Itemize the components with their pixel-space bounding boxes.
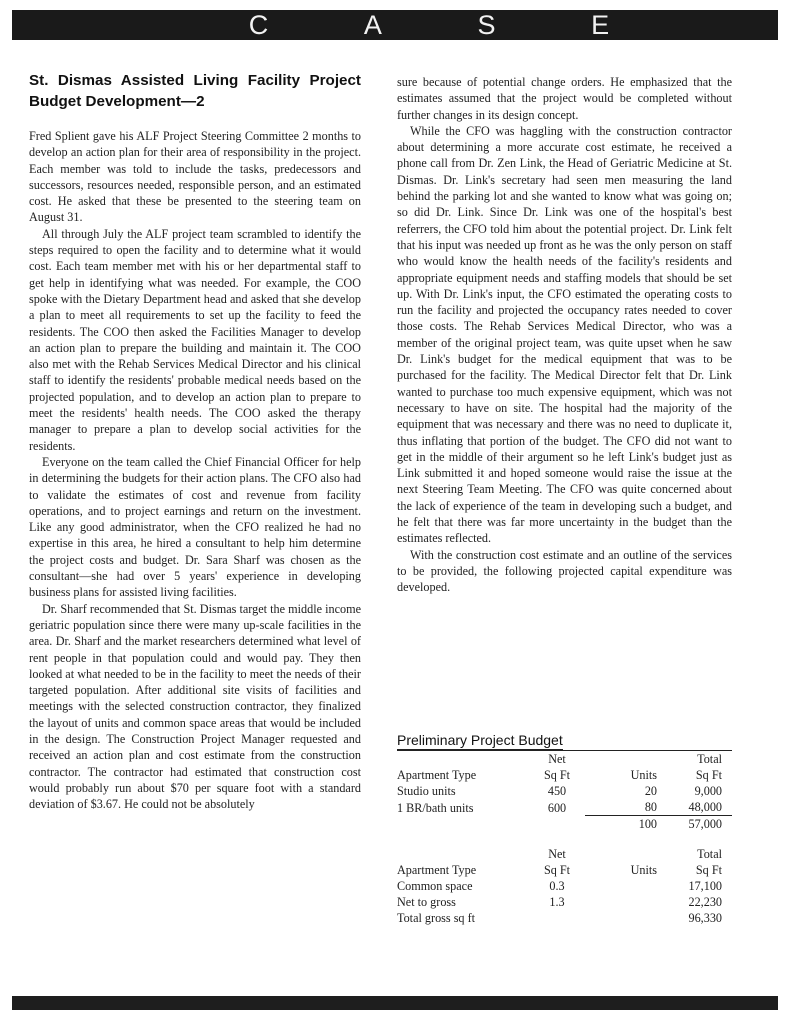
- table-cell: 450: [547, 784, 567, 798]
- footer-bar: [12, 996, 778, 1010]
- table-cell: Studio units: [397, 784, 456, 798]
- table-cell: 1 BR/bath units: [397, 800, 474, 815]
- table-spacer: [397, 832, 732, 846]
- paragraph: All through July the ALF project team scrambled to identify the steps required to open the facility and to determine what it would cost. Each team member met with his or her departmental staff to get help in identifying what was needed. For example, the COO spoke with the Dietary Department head and asked that she develop a plan to meet all requirements to set up the facility to feed the residents. The COO then asked the Facilities Manager to develop an action plan to prepare the building and maintain it. The COO also met with the Rehab Services Medical Director and his clinical staff to identify the residents' probable medical needs based on the projected population, and to develop an action plan to prepare to meet the residents' health needs. The COO asked the therapy manager to prepare a plan to develop social activities for the residents.: [29, 226, 361, 453]
- table-cell: [397, 816, 529, 833]
- table-cell: 17,100: [688, 879, 722, 893]
- table-cell: Net: [548, 752, 566, 766]
- table-cell: [397, 846, 529, 862]
- table-header-row: [397, 751, 732, 767]
- table-row: [397, 894, 732, 910]
- paragraph: With the construction cost estimate and an outline of the services to be provided, the following projected capital expenditure was developed.: [397, 547, 732, 595]
- table-cell: Sq Ft: [543, 863, 571, 877]
- table-cell: Sq Ft: [695, 863, 722, 877]
- left-column: [29, 70, 361, 812]
- table-cell: 9,000: [694, 784, 722, 798]
- table-cell: Sq Ft: [543, 768, 571, 782]
- table-cell: 600: [547, 800, 567, 815]
- table-header-row: [397, 767, 732, 783]
- table-cell: 1.3: [549, 895, 565, 909]
- table-cell: [585, 846, 667, 862]
- budget-table-space: [397, 846, 732, 926]
- banner-letter: E: [591, 10, 612, 40]
- banner-letter: C: [248, 10, 271, 40]
- paragraph: Everyone on the team called the Chief Financial Officer for help in determining the budgets for their action plans. The CFO also had to validate the estimates of cost and revenue from facility operations, and to project earnings and return on the investment. Like any good administrator, when the CFO realized he had no expertise in this area, he hired a consultant to help him determine the project costs and budget. Dr. Sara Sharf was chosen as the consultant—she had over 5 years' experience in developing business plans for assisted living facilities.: [29, 454, 361, 600]
- table-cell: 20: [644, 784, 657, 798]
- table-header-row: [397, 846, 732, 862]
- table-cell: 0.3: [549, 879, 565, 893]
- table-cell: Net: [548, 847, 566, 861]
- table-cell: [397, 751, 529, 767]
- table-cell: Total: [697, 752, 722, 766]
- table-row: [397, 783, 732, 799]
- table-cell: Net to gross: [397, 895, 456, 909]
- paragraph: sure because of potential change orders. He emphasized that the estimates assumed that the project would be completed without further changes in its design concept.: [397, 75, 732, 122]
- case-title: St. Dismas Assisted Living Facility Project Budget Development—2: [29, 72, 361, 110]
- table-cell: Units: [630, 863, 657, 877]
- budget-heading: Preliminary Project Budget: [397, 732, 563, 748]
- table-cell: 48,000: [688, 800, 722, 814]
- table-cell: [585, 878, 667, 894]
- table-row: [397, 910, 732, 926]
- table-total-row: [397, 816, 732, 833]
- banner-letter: A: [363, 10, 384, 40]
- budget-section: [397, 732, 732, 926]
- table-header-row: [397, 862, 732, 878]
- table-cell: Units: [630, 768, 657, 782]
- table-cell: [529, 910, 585, 926]
- table-cell: Total: [697, 847, 722, 861]
- budget-table-units: [397, 751, 732, 846]
- table-cell: [585, 910, 667, 926]
- table-cell: [585, 751, 667, 767]
- table-cell: [585, 894, 667, 910]
- right-column: [397, 74, 732, 596]
- table-row: [397, 878, 732, 894]
- table-cell: 22,230: [688, 895, 722, 909]
- table-cell: Apartment Type: [397, 768, 477, 782]
- paragraph: Dr. Sharf recommended that St. Dismas target the middle income geriatric population since there were many up-scale facilities in the area. Dr. Sharf and the market researchers determined what level of rent people in that population could and would pay. They then looked at what needed to be in the facility to meet the needs of their targeted population. After additional site visits of facilities and meetings with the selected construction contractor, they finalized the layout of units and common space areas that would be included in the design. The Construction Project Manager requested and received an action plan and cost estimate from the construction contractor. The contractor had estimated that construction cost would probably run about $70 per square foot with a standard deviation of $3.67. He could not be absolutely: [29, 601, 361, 812]
- table-cell: 96,330: [688, 911, 722, 925]
- table-cell: Sq Ft: [695, 768, 722, 782]
- table-cell: 100: [585, 816, 667, 833]
- table-cell: Apartment Type: [397, 863, 477, 877]
- table-cell: 80: [644, 800, 657, 814]
- table-row: [397, 799, 732, 816]
- table-cell: Common space: [397, 879, 473, 893]
- table-cell: Total gross sq ft: [397, 911, 476, 925]
- case-banner: [12, 10, 778, 40]
- paragraph: Fred Splient gave his ALF Project Steering Committee 2 months to develop an action plan for their area of responsibility in the project. Each member was told to include the tasks, predecessors and successors, resources needed, responsible person, and an estimated cost. He asked that these be presented to the steering team on August 31.: [29, 129, 361, 225]
- paragraph: While the CFO was haggling with the construction contractor about determining a more accurate cost estimate, he received a phone call from Dr. Zen Link, the Head of Geriatric Medicine at St. Dismas. Dr. Link's secretary had seen men measuring the land behind the parking lot and she wanted to know what was going on; so did Dr. Link. Since Dr. Link was one of the hospital's best referrers, the CFO told him about the potential project. Dr. Link felt that his input was needed up front as he was the only person on staff who would know the health needs of the facility's residents and appropriate equipment needs and staffing models that should be set up. With Dr. Link's input, the CFO estimated the operating costs to run the facility and projected the occupancy rates needed to cover those costs. The Rehab Services Medical Director, who was a member of the original project team, was quite upset when he saw Dr. Link's budget for the medical equipment that was to be purchased for the facility. The Medical Director felt that Dr. Link wanted to purchase too much expensive equipment, which was not necessary to have on site. The hospital had the majority of the equipment that was necessary and there was no need to duplicate it, thus inflating that portion of the budget. The CFO did not want to get in the middle of their argument so he left Link's budget just as Link submitted it and hoped someone would raise the issue at the next Steering Team Meeting. The CFO was quite concerned about the lack of experience of the team in developing such a budget, and he felt that there was far more uncertainty in the budget than the estimates reflected.: [397, 123, 732, 546]
- table-cell: 57,000: [667, 816, 732, 833]
- table-cell: [529, 816, 585, 833]
- banner-letter: S: [477, 10, 498, 40]
